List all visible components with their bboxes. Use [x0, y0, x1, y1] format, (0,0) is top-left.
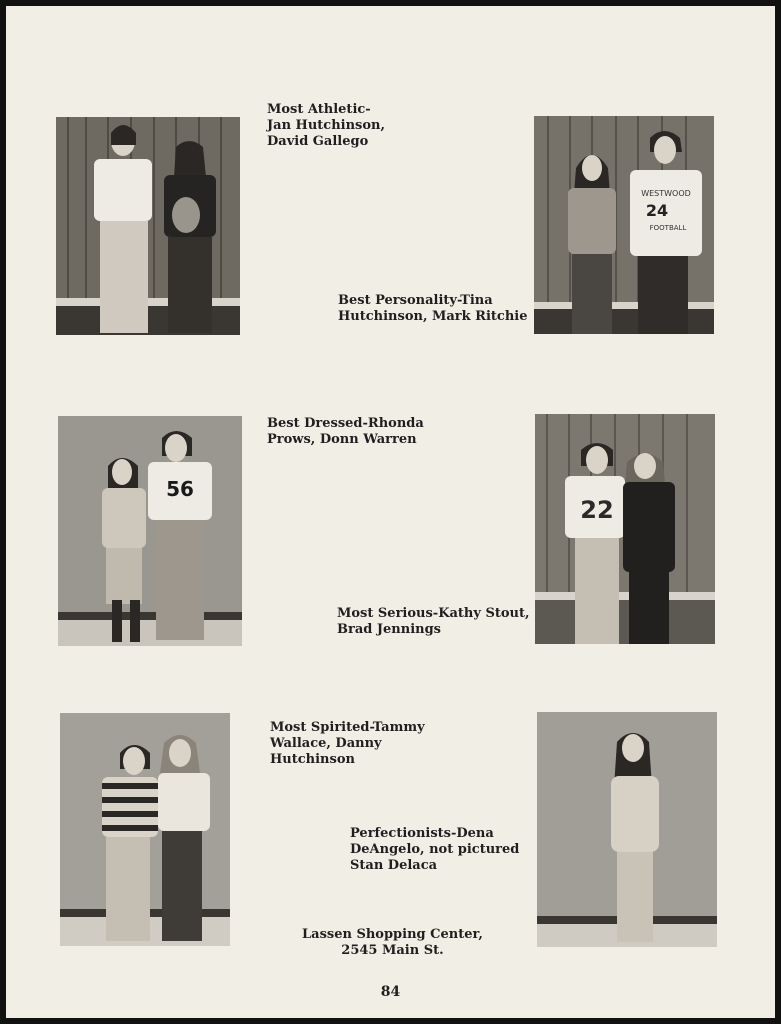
svg-text:22: 22: [580, 496, 614, 524]
page-number: 84: [380, 984, 401, 1000]
most-athletic-caption: Most Athletic- Jan Hutchinson, David Gallego: [267, 102, 386, 149]
sponsor-caption: Lassen Shopping Center, 2545 Main St.: [302, 927, 483, 958]
best-personality-photo: [534, 116, 714, 334]
perfectionists-caption: Perfectionists-Dena DeAngelo, not pictured Stan Delaca: [350, 826, 520, 873]
most-spirited-caption: Most Spirited-Tammy Wallace, Danny Hutchinson: [270, 720, 425, 767]
most-spirited-photo: [60, 713, 230, 946]
most-serious-photo: [535, 414, 715, 644]
svg-text:FOOTBALL: FOOTBALL: [649, 224, 687, 232]
most-serious-caption: Most Serious-Kathy Stout, Brad Jennings: [337, 606, 530, 637]
svg-text:WESTWOOD: WESTWOOD: [641, 189, 691, 198]
yearbook-page: [6, 6, 775, 1018]
svg-text:24: 24: [645, 201, 669, 220]
most-athletic-photo: [56, 117, 240, 335]
perfectionists-photo: [537, 712, 717, 947]
best-dressed-caption: Best Dressed-Rhonda Prows, Donn Warren: [267, 416, 424, 447]
best-dressed-photo: [58, 416, 242, 646]
best-personality-caption: Best Personality-Tina Hutchinson, Mark Ritchie: [338, 293, 528, 324]
svg-text:56: 56: [166, 477, 194, 501]
